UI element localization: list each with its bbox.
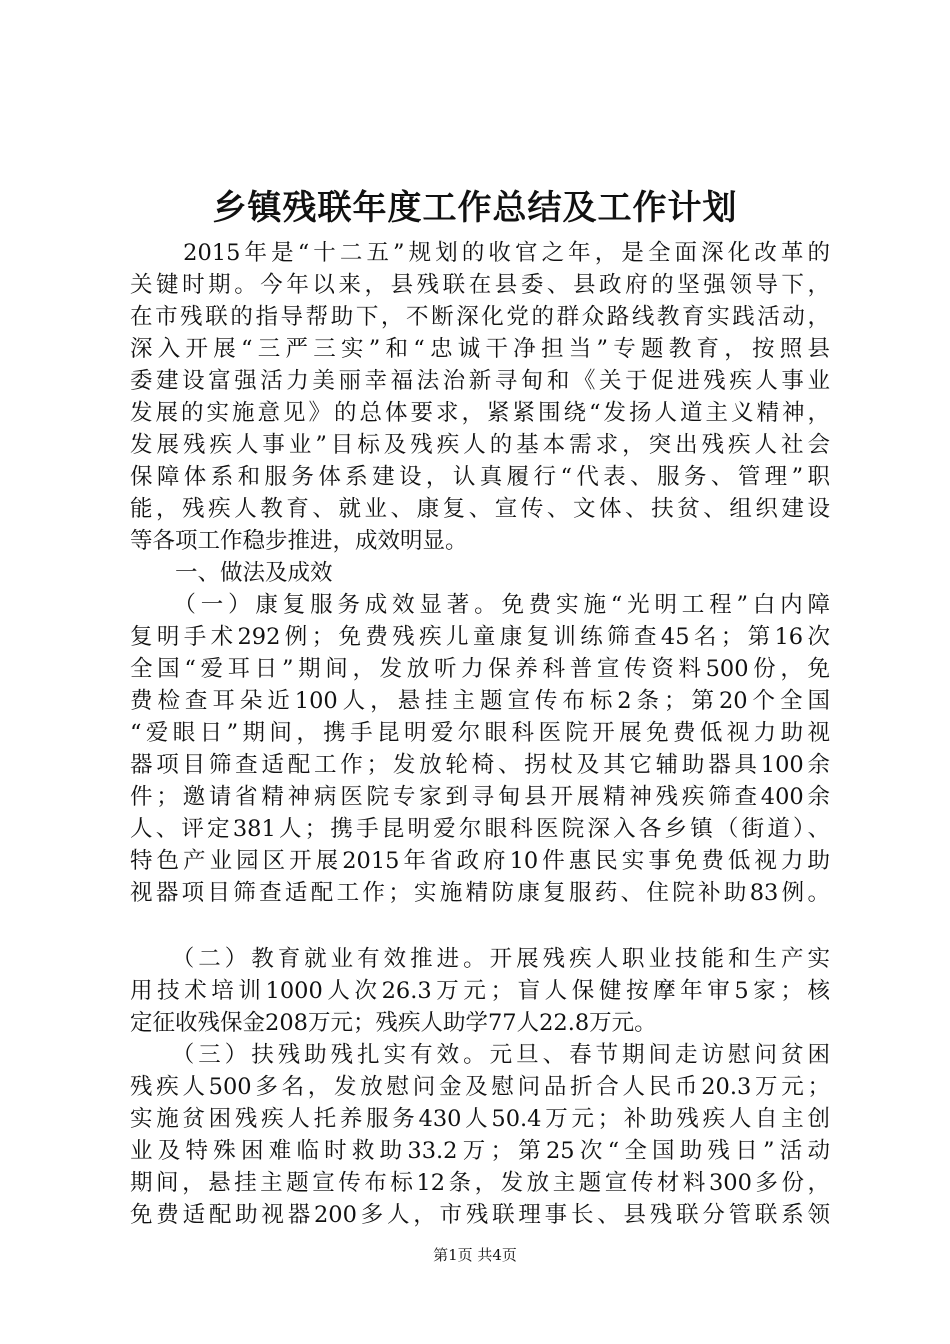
body-text-line: （一）康复服务成效显著。免费实施“光明工程”白内障 [130,592,830,618]
body-text-line: 特色产业园区开展2015年省政府10件惠民实事免费低视力助 [130,848,830,874]
body-text-line: 复明手术292例；免费残疾儿童康复训练筛查45名；第16次 [130,624,830,650]
body-text-line: 能，残疾人教育、就业、康复、宣传、文体、扶贫、组织建设 [130,496,830,522]
body-text-line: 用技术培训1000人次26.3万元；盲人保健按摩年审5家；核 [130,978,830,1004]
body-text-line: 等各项工作稳步推进，成效明显。 [130,528,468,554]
page-footer: 第1页 共4页 [433,1246,517,1264]
body-text-line: 一、做法及成效 [130,560,333,586]
body-text-line: 保障体系和服务体系建设，认真履行“代表、服务、管理”职 [130,464,830,490]
body-text-line: 发展的实施意见》的总体要求，紧紧围绕“发扬人道主义精神， [130,400,830,426]
body-text-line: 业及特殊困难临时救助33.2万；第25次“全国助残日”活动 [130,1138,830,1164]
body-text-line: 定征收残保金208万元；残疾人助学77人22.8万元。 [130,1010,657,1036]
body-text-line: 免费适配助视器200多人，市残联理事长、县残联分管联系领 [130,1202,830,1228]
document-title: 乡镇残联年度工作总结及工作计划 [212,188,738,228]
body-text-line: 发展残疾人事业”目标及残疾人的基本需求，突出残疾人社会 [130,432,830,458]
body-text-line: 期间，悬挂主题宣传布标12条，发放主题宣传材料300多份， [130,1170,830,1196]
body-text-line: （三）扶残助残扎实有效。元旦、春节期间走访慰问贫困 [130,1042,830,1068]
body-text-line: 委建设富强活力美丽幸福法治新寻甸和《关于促进残疾人事业 [130,368,830,394]
body-text-line: 实施贫困残疾人托养服务430人50.4万元；补助残疾人自主创 [130,1106,830,1132]
body-text-line: 2015年是“十二五”规划的收官之年，是全面深化改革的 [130,240,830,266]
body-text-line: 件；邀请省精神病医院专家到寻甸县开展精神残疾筛查400余 [130,784,830,810]
body-text-line: 器项目筛查适配工作；发放轮椅、拐杖及其它辅助器具100余 [130,752,830,778]
body-text-line: 关键时期。今年以来，县残联在县委、县政府的坚强领导下， [130,272,830,298]
body-text-line: “爱眼日”期间，携手昆明爱尔眼科医院开展免费低视力助视 [130,720,830,746]
body-text-line: 在市残联的指导帮助下，不断深化党的群众路线教育实践活动， [130,304,830,330]
body-text-line: 视器项目筛查适配工作；实施精防康复服药、住院补助83例。 [130,880,830,906]
body-text-line: 全国“爱耳日”期间，发放听力保养科普宣传资料500份，免 [130,656,830,682]
body-text-line: 人、评定381人；携手昆明爱尔眼科医院深入各乡镇（街道）、 [130,816,830,842]
document-body [130,237,830,1231]
body-text-line: 深入开展“三严三实”和“忠诚干净担当”专题教育，按照县 [130,336,830,362]
body-text-line: 残疾人500多名，发放慰问金及慰问品折合人民币20.3万元； [130,1074,830,1100]
blank-line [130,909,830,943]
body-text-line: 费检查耳朵近100人，悬挂主题宣传布标2条；第20个全国 [130,688,830,714]
body-text-line: （二）教育就业有效推进。开展残疾人职业技能和生产实 [130,946,830,972]
